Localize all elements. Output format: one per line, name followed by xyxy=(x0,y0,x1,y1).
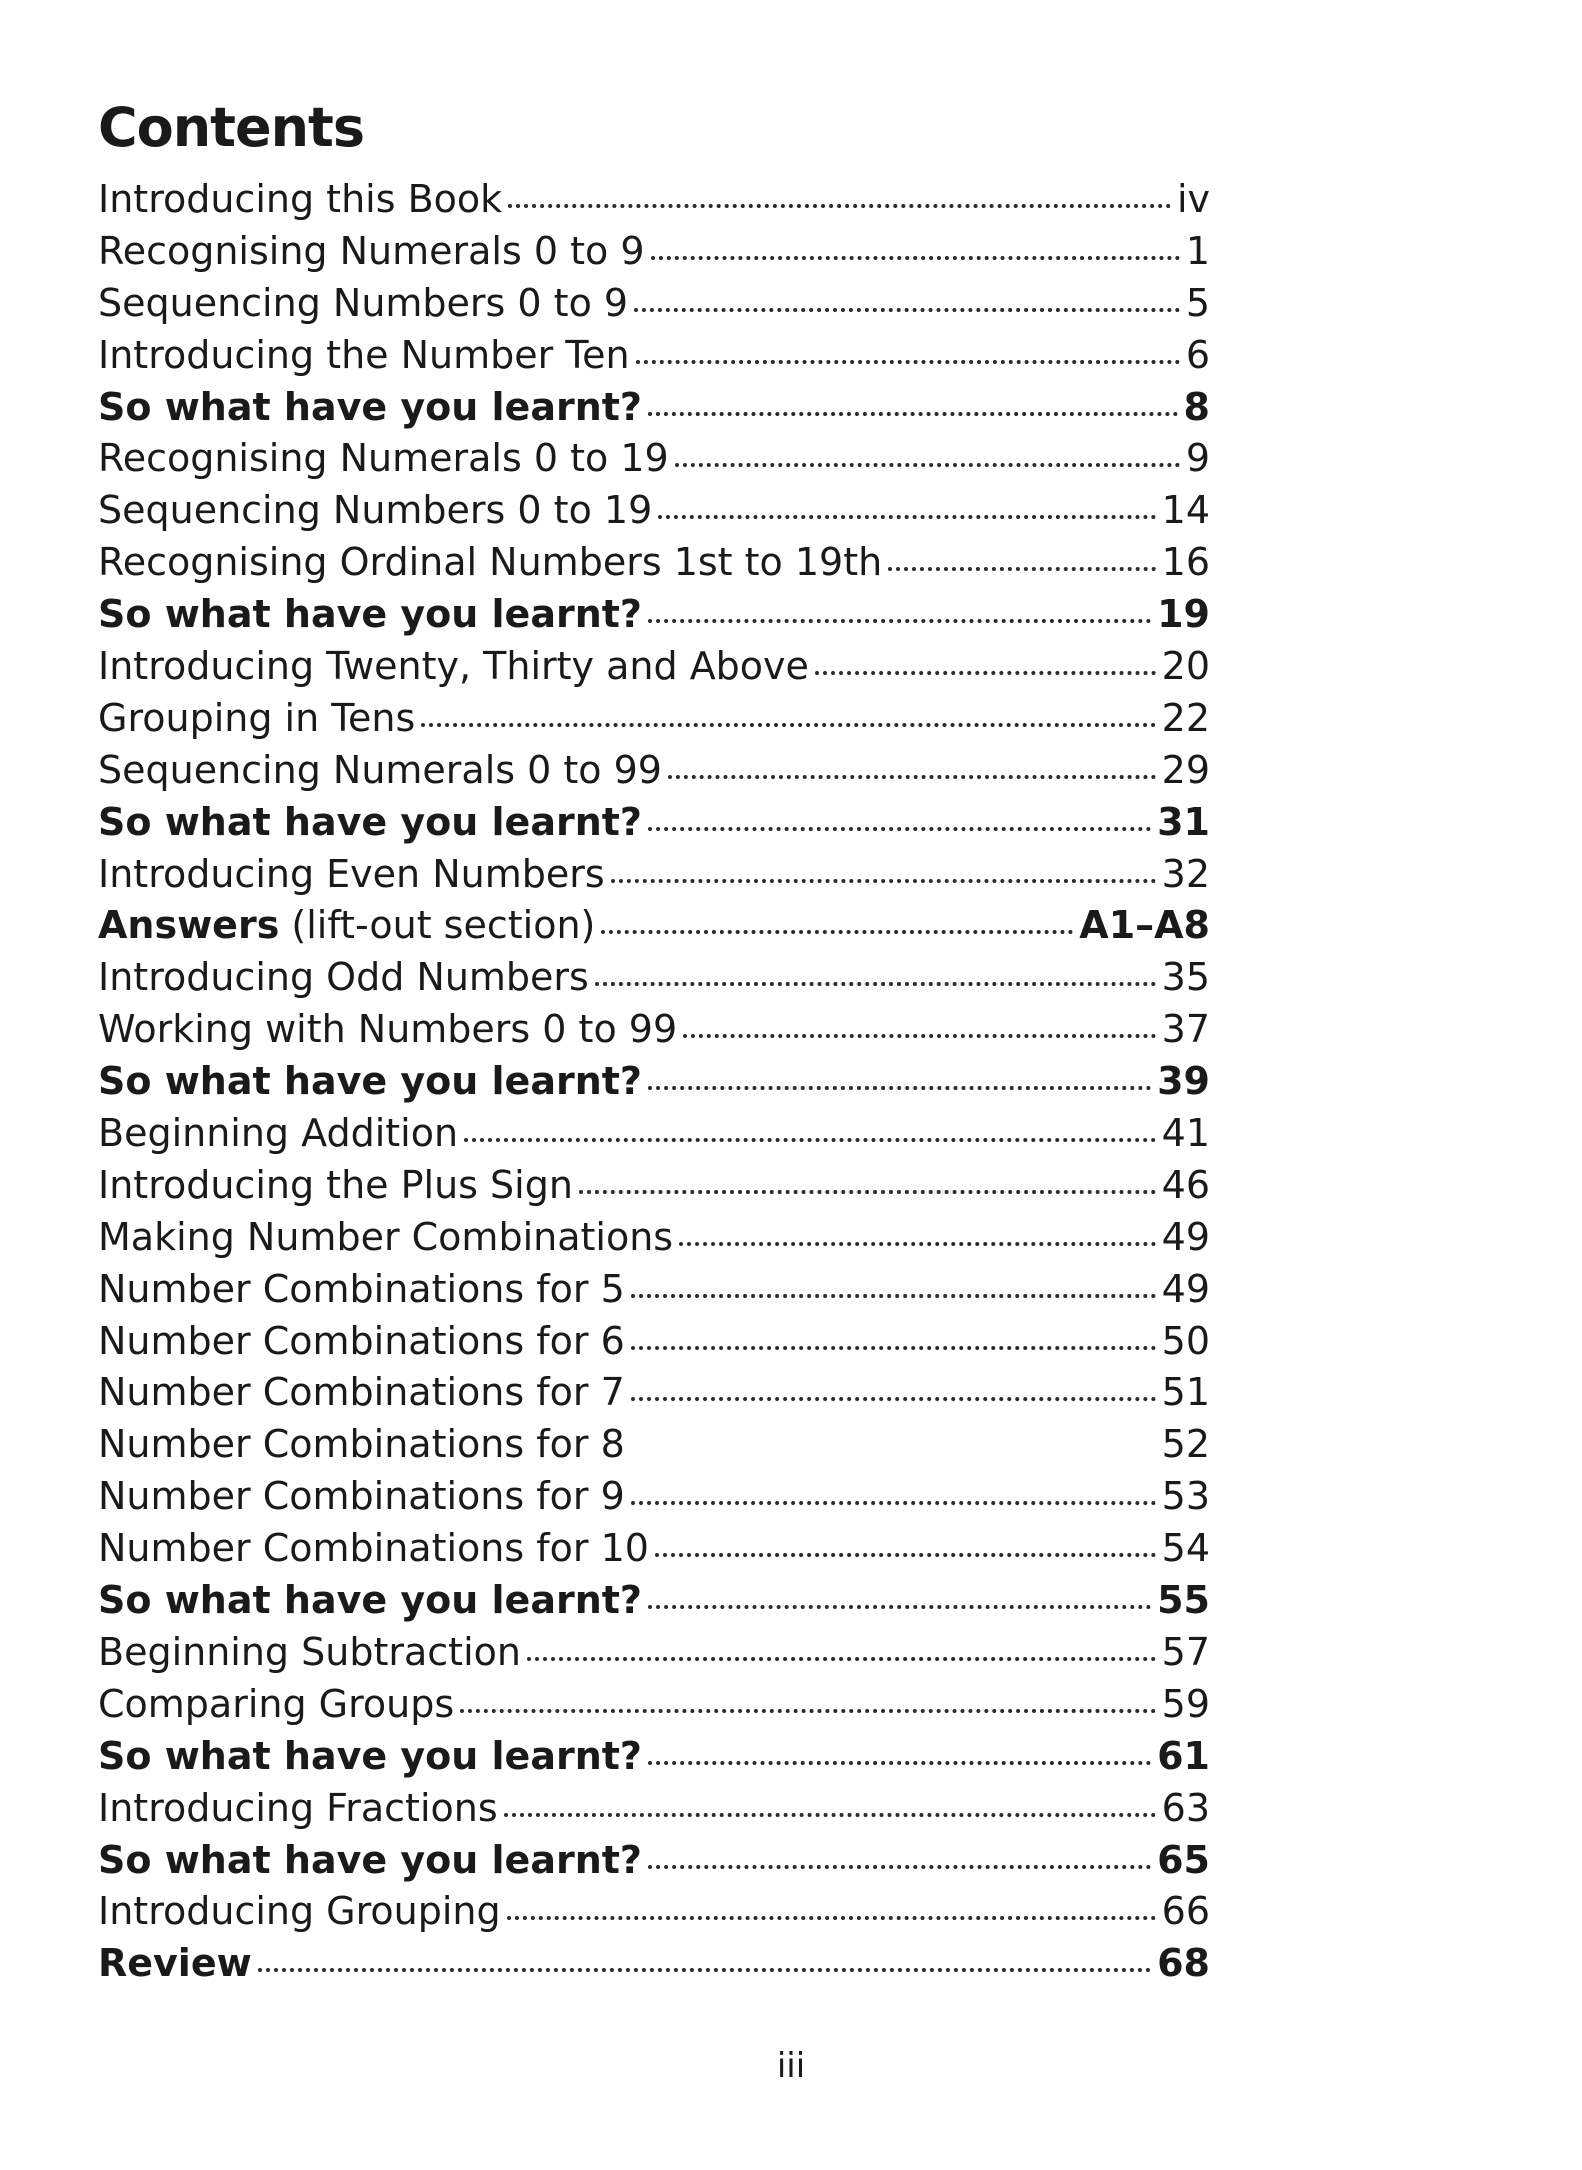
toc-entry-page-number: 41 xyxy=(1161,1111,1210,1156)
toc-entry-page-number: iv xyxy=(1176,177,1210,221)
toc-entry-title xyxy=(98,1627,521,1679)
toc-entry[interactable] xyxy=(98,1471,1210,1523)
toc-entry-page-number: 9 xyxy=(1185,436,1210,481)
toc-entry[interactable] xyxy=(98,1886,1210,1938)
toc-entry-title-text: Working with Numbers 0 to 99 xyxy=(98,1007,678,1052)
toc-entry-page-number: 29 xyxy=(1161,747,1210,792)
toc-entry-title-text: Introducing Even Numbers xyxy=(98,851,605,896)
toc-entry[interactable] xyxy=(98,745,1210,797)
toc-entry-title-text: Number Combinations for 8 xyxy=(98,1422,625,1467)
toc-entry[interactable] xyxy=(98,1004,1210,1056)
toc-entry-title-text: So what have you learnt? xyxy=(98,1059,642,1104)
dot-leader xyxy=(683,1034,1156,1038)
dot-leader xyxy=(655,1553,1156,1557)
toc-entry-title xyxy=(98,1056,642,1108)
toc-entry-title xyxy=(98,745,662,797)
table-of-contents xyxy=(98,174,1210,1990)
toc-entry[interactable] xyxy=(98,1731,1210,1783)
toc-entry[interactable] xyxy=(98,226,1210,278)
dot-leader xyxy=(631,1294,1156,1298)
toc-entry[interactable] xyxy=(98,1419,1210,1471)
toc-entry-title xyxy=(98,641,809,693)
toc-entry-title xyxy=(98,1419,625,1471)
toc-entry-title xyxy=(98,382,642,434)
toc-entry-page-number: 5 xyxy=(1185,280,1210,325)
page-number-folio: iii xyxy=(776,2046,806,2086)
toc-entry-title xyxy=(98,1004,677,1056)
toc-entry[interactable] xyxy=(98,1835,1210,1887)
toc-entry-title xyxy=(98,1886,501,1938)
toc-entry[interactable] xyxy=(98,1575,1210,1627)
toc-entry-title-text: Introducing the Plus Sign xyxy=(98,1162,573,1207)
toc-entry-title-text: So what have you learnt? xyxy=(98,1837,642,1882)
toc-entry-title-text: Grouping in Tens xyxy=(98,695,416,740)
toc-entry-title xyxy=(98,1523,649,1575)
toc-entry-title-text: Recognising Numerals 0 to 19 xyxy=(98,436,669,481)
toc-entry[interactable] xyxy=(98,1056,1210,1108)
toc-entry[interactable] xyxy=(98,1938,1210,1990)
dot-leader xyxy=(504,1813,1156,1817)
dot-leader xyxy=(648,1761,1151,1765)
toc-entry-page-number: 59 xyxy=(1161,1681,1210,1726)
toc-entry[interactable] xyxy=(98,589,1210,641)
toc-entry-title xyxy=(98,900,595,952)
toc-entry-title-text: Beginning Addition xyxy=(98,1111,459,1156)
dot-leader xyxy=(675,463,1180,467)
dot-leader xyxy=(258,1968,1151,1972)
dot-leader xyxy=(421,723,1155,727)
dot-leader xyxy=(648,827,1151,831)
toc-entry-page-number: 8 xyxy=(1183,384,1210,429)
toc-entry-title-text: Sequencing Numbers 0 to 9 xyxy=(98,280,629,325)
toc-entry-title-text: Introducing the Number Ten xyxy=(98,332,630,377)
dot-leader xyxy=(648,412,1178,416)
toc-entry-title-text: Introducing Grouping xyxy=(98,1889,501,1934)
toc-entry-title xyxy=(98,1471,625,1523)
toc-entry-title xyxy=(98,1367,625,1419)
toc-entry[interactable] xyxy=(98,1316,1210,1368)
toc-entry-page-number: 22 xyxy=(1161,695,1210,740)
dot-leader xyxy=(888,567,1155,571)
toc-entry-title xyxy=(98,226,645,278)
dot-leader xyxy=(631,1397,1156,1401)
toc-entry-title xyxy=(98,1783,498,1835)
dot-leader xyxy=(595,982,1156,986)
dot-leader xyxy=(611,879,1156,883)
toc-entry-title xyxy=(98,797,642,849)
toc-entry[interactable] xyxy=(98,641,1210,693)
toc-entry-title xyxy=(98,849,605,901)
toc-entry-title-text: Number Combinations for 9 xyxy=(98,1474,625,1519)
toc-entry-page-number: 66 xyxy=(1161,1889,1210,1934)
toc-entry-title xyxy=(98,174,502,226)
dot-leader xyxy=(815,671,1156,675)
dot-leader xyxy=(460,1709,1155,1713)
toc-entry-page-number: 49 xyxy=(1161,1214,1210,1259)
toc-entry-title-text: Introducing Odd Numbers xyxy=(98,955,589,1000)
toc-entry[interactable] xyxy=(98,1523,1210,1575)
toc-entry-title-text: Number Combinations for 6 xyxy=(98,1318,625,1363)
toc-entry-title xyxy=(98,278,628,330)
toc-entry-title-text: Sequencing Numbers 0 to 19 xyxy=(98,488,653,533)
toc-entry-title-text: Recognising Numerals 0 to 9 xyxy=(98,228,645,273)
toc-entry-title xyxy=(98,1679,454,1731)
toc-entry-page-number: 19 xyxy=(1157,592,1210,637)
toc-entry-page-number: 61 xyxy=(1157,1733,1210,1778)
toc-entry-title xyxy=(98,1731,642,1783)
toc-entry[interactable] xyxy=(98,1108,1210,1160)
toc-entry-title-text: Beginning Subtraction xyxy=(98,1629,521,1674)
toc-entry[interactable] xyxy=(98,537,1210,589)
toc-entry-title xyxy=(98,1108,458,1160)
toc-entry-page-number: 35 xyxy=(1161,955,1210,1000)
dot-leader xyxy=(658,515,1155,519)
dot-leader xyxy=(508,204,1171,208)
toc-entry-title-text: Review xyxy=(98,1941,252,1986)
dot-leader xyxy=(631,1501,1156,1505)
toc-entry-page-number: 51 xyxy=(1161,1370,1210,1415)
toc-entry-page-number: 53 xyxy=(1161,1474,1210,1519)
toc-entry[interactable] xyxy=(98,1264,1210,1316)
toc-entry[interactable] xyxy=(98,900,1210,952)
toc-entry-page-number: 55 xyxy=(1157,1578,1210,1623)
toc-entry-page-number: 14 xyxy=(1161,488,1210,533)
toc-entry-page-number: 52 xyxy=(1161,1422,1210,1467)
toc-entry-title xyxy=(98,1835,642,1887)
dot-leader xyxy=(464,1138,1156,1142)
toc-entry[interactable] xyxy=(98,1212,1210,1264)
toc-entry-title xyxy=(98,433,669,485)
toc-entry[interactable] xyxy=(98,330,1210,382)
dot-leader xyxy=(679,1242,1156,1246)
dot-leader xyxy=(601,930,1073,934)
dot-leader xyxy=(668,775,1156,779)
toc-entry-title-text: Recognising Ordinal Numbers 1st to 19th xyxy=(98,540,883,585)
toc-entry-title xyxy=(98,589,642,641)
dot-leader xyxy=(634,308,1180,312)
toc-entry[interactable] xyxy=(98,1627,1210,1679)
toc-entry-title-text: Introducing Fractions xyxy=(98,1785,498,1830)
toc-entry[interactable] xyxy=(98,1679,1210,1731)
toc-entry-title-text: So what have you learnt? xyxy=(98,384,642,429)
toc-entry-title xyxy=(98,952,589,1004)
dot-leader xyxy=(636,360,1180,364)
toc-entry-page-number: 39 xyxy=(1157,1059,1210,1104)
toc-entry-title xyxy=(98,537,882,589)
toc-entry[interactable] xyxy=(98,797,1210,849)
toc-entry-title xyxy=(98,693,415,745)
toc-entry[interactable] xyxy=(98,485,1210,537)
toc-entry-page-number: 6 xyxy=(1185,332,1210,377)
toc-entry[interactable] xyxy=(98,1160,1210,1212)
toc-entry-title-text: So what have you learnt? xyxy=(98,799,642,844)
toc-entry-page-number: 20 xyxy=(1161,644,1210,689)
toc-entry-page-number: 49 xyxy=(1161,1266,1210,1311)
toc-entry-title xyxy=(98,1264,625,1316)
toc-entry-page-number: 63 xyxy=(1161,1785,1210,1830)
toc-entry[interactable] xyxy=(98,693,1210,745)
toc-entry[interactable] xyxy=(98,174,1210,226)
dot-leader xyxy=(648,1865,1151,1869)
toc-entry-note: (lift-out section) xyxy=(279,903,596,948)
toc-entry-title xyxy=(98,1316,625,1368)
toc-entry[interactable] xyxy=(98,278,1210,330)
toc-entry-page-number: 46 xyxy=(1161,1162,1210,1207)
toc-entry-title xyxy=(98,1938,252,1990)
toc-entry-page-number: A1–A8 xyxy=(1079,903,1210,948)
toc-entry[interactable] xyxy=(98,1783,1210,1835)
toc-entry-title xyxy=(98,1575,642,1627)
toc-entry-page-number: 1 xyxy=(1185,228,1210,273)
toc-entry-title-text: Answers xyxy=(98,903,280,948)
toc-entry-page-number: 50 xyxy=(1161,1318,1210,1363)
toc-entry-page-number: 54 xyxy=(1161,1526,1210,1571)
dot-leader xyxy=(527,1657,1156,1661)
dot-leader xyxy=(648,1605,1151,1609)
toc-entry-title-text: Introducing this Book xyxy=(98,177,503,221)
toc-entry-page-number: 57 xyxy=(1161,1629,1210,1674)
dot-leader xyxy=(631,1346,1156,1350)
toc-entry-page-number: 68 xyxy=(1157,1941,1210,1986)
toc-entry-page-number: 37 xyxy=(1161,1007,1210,1052)
dot-leader xyxy=(507,1916,1156,1920)
toc-entry-page-number: 32 xyxy=(1161,851,1210,896)
toc-entry[interactable] xyxy=(98,433,1210,485)
toc-entry-title xyxy=(98,1212,673,1264)
toc-entry-title-text: Introducing Twenty, Thirty and Above xyxy=(98,644,809,689)
toc-entry-page-number: 31 xyxy=(1157,799,1210,844)
dot-leader xyxy=(651,256,1180,260)
dot-leader xyxy=(648,1086,1151,1090)
dot-leader xyxy=(579,1190,1156,1194)
toc-entry-title-text: Comparing Groups xyxy=(98,1681,455,1726)
toc-entry-title xyxy=(98,485,652,537)
toc-entry-title-text: So what have you learnt? xyxy=(98,1733,642,1778)
toc-entry-title-text: Number Combinations for 10 xyxy=(98,1526,649,1571)
toc-entry-title-text: So what have you learnt? xyxy=(98,592,642,637)
toc-entry-page-number: 65 xyxy=(1157,1837,1210,1882)
toc-entry-title-text: Number Combinations for 5 xyxy=(98,1266,625,1311)
toc-entry-title-text: Sequencing Numerals 0 to 99 xyxy=(98,747,662,792)
toc-entry[interactable] xyxy=(98,952,1210,1004)
toc-entry-title xyxy=(98,1160,573,1212)
toc-entry-title-text: Number Combinations for 7 xyxy=(98,1370,625,1415)
page-title: Contents xyxy=(98,96,365,159)
toc-entry-title-text: So what have you learnt? xyxy=(98,1578,642,1623)
toc-entry-page-number: 16 xyxy=(1161,540,1210,585)
toc-entry[interactable] xyxy=(98,382,1210,434)
toc-entry[interactable] xyxy=(98,849,1210,901)
dot-leader xyxy=(648,619,1151,623)
toc-entry-title xyxy=(98,330,630,382)
toc-entry-title-text: Making Number Combinations xyxy=(98,1214,674,1259)
toc-entry[interactable] xyxy=(98,1367,1210,1419)
